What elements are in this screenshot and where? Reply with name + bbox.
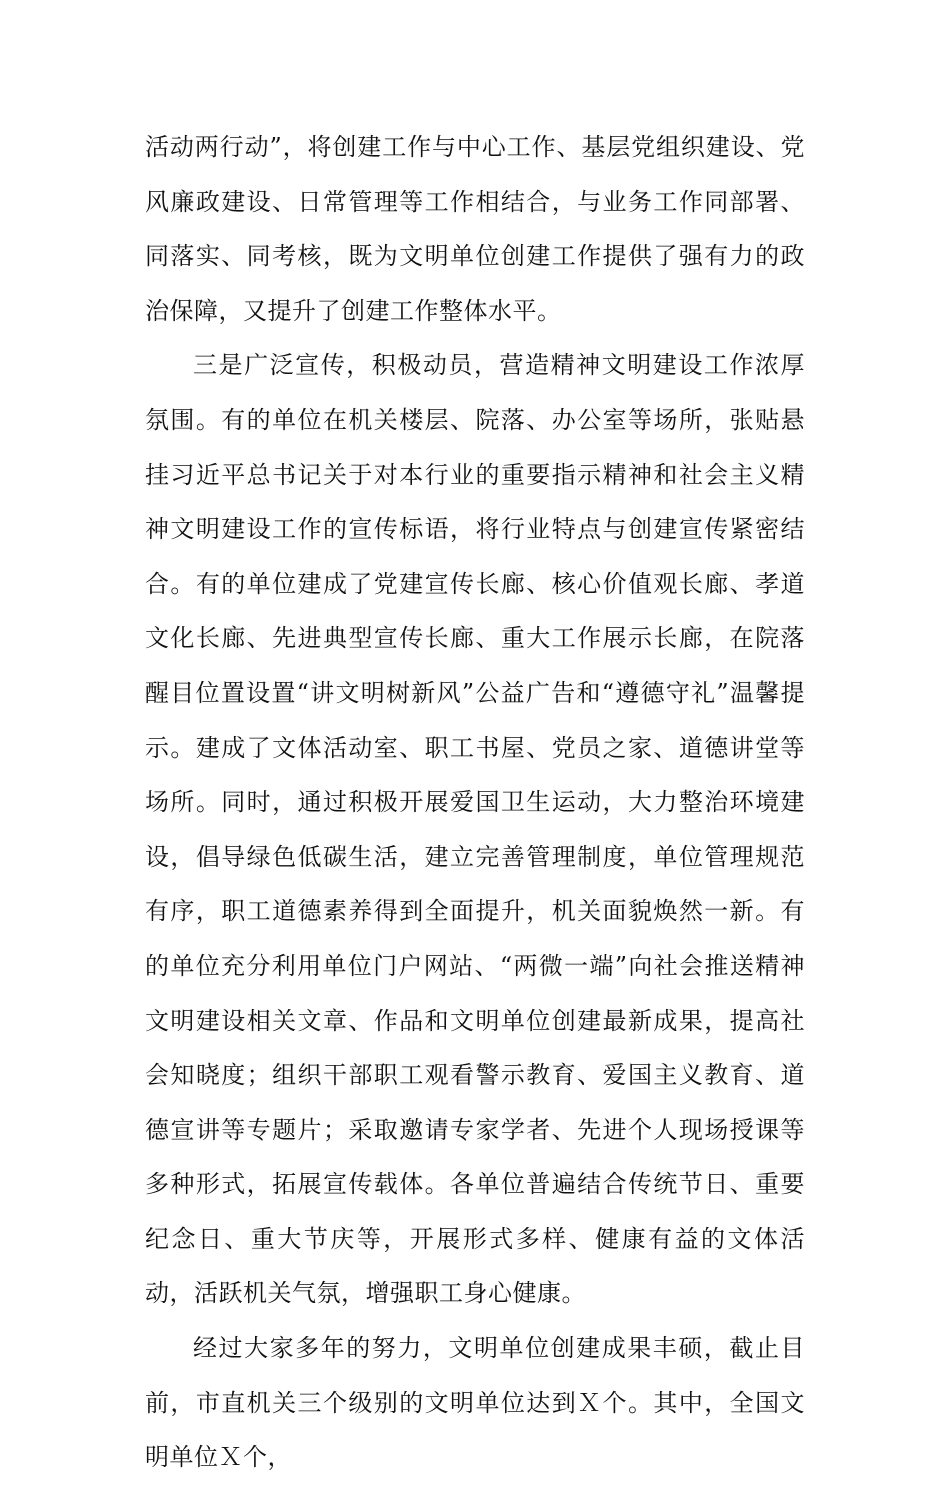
paragraph-1: 活动两行动”，将创建工作与中心工作、基层党组织建设、党风廉政建设、日常管理等工作相结合，与业务工作同部署、同落实、同考核，既为文明单位创建工作提供了强有力的政治保障，又提升了创建工作整体水平。 <box>145 133 805 325</box>
paragraph-2: 三是广泛宣传，积极动员，营造精神文明建设工作浓厚氛围。有的单位在机关楼层、院落、办公室等场所，张贴悬挂习近平总书记关于对本行业的重要指示精神和社会主义精神文明建设工作的宣传标语，将行业特点与创建宣传紧密结合。有的单位建成了党建宣传长廊、核心价值观长廊、孝道文化长廊、先进典型宣传长廊、重大工作展示长廊，在院落醒目位置设置“讲文明树新风”公益广告和“遵德守礼”温馨提示。建成了文体活动室、职工书屋、党员之家、道德讲堂等场所。同时，通过积极开展爱国卫生运动，大力整治环境建设，倡导绿色低碳生活，建立完善管理制度，单位管理规范有序，职工道德素养得到全面提升，机关面貌焕然一新。有的单位充分利用单位门户网站、“两微一端”向社会推送精神文明建设相关文章、作品和文明单位创建最新成果，提高社会知晓度；组织干部职工观看警示教育、爱国主义教育、道德宣讲等专题片；采取邀请专家学者、先进个人现场授课等多种形式，拓展宣传载体。各单位普遍结合传统节日、重要纪念日、重大节庆等，开展形式多样、健康有益的文体活动，活跃机关气氛，增强职工身心健康。 <box>145 351 805 1308</box>
body-text <box>145 120 805 1485</box>
paragraph-3: 经过大家多年的努力，文明单位创建成果丰硕，截止目前，市直机关三个级别的文明单位达到Ｘ个。其中，全国文明单位Ｘ个， <box>145 1334 805 1472</box>
